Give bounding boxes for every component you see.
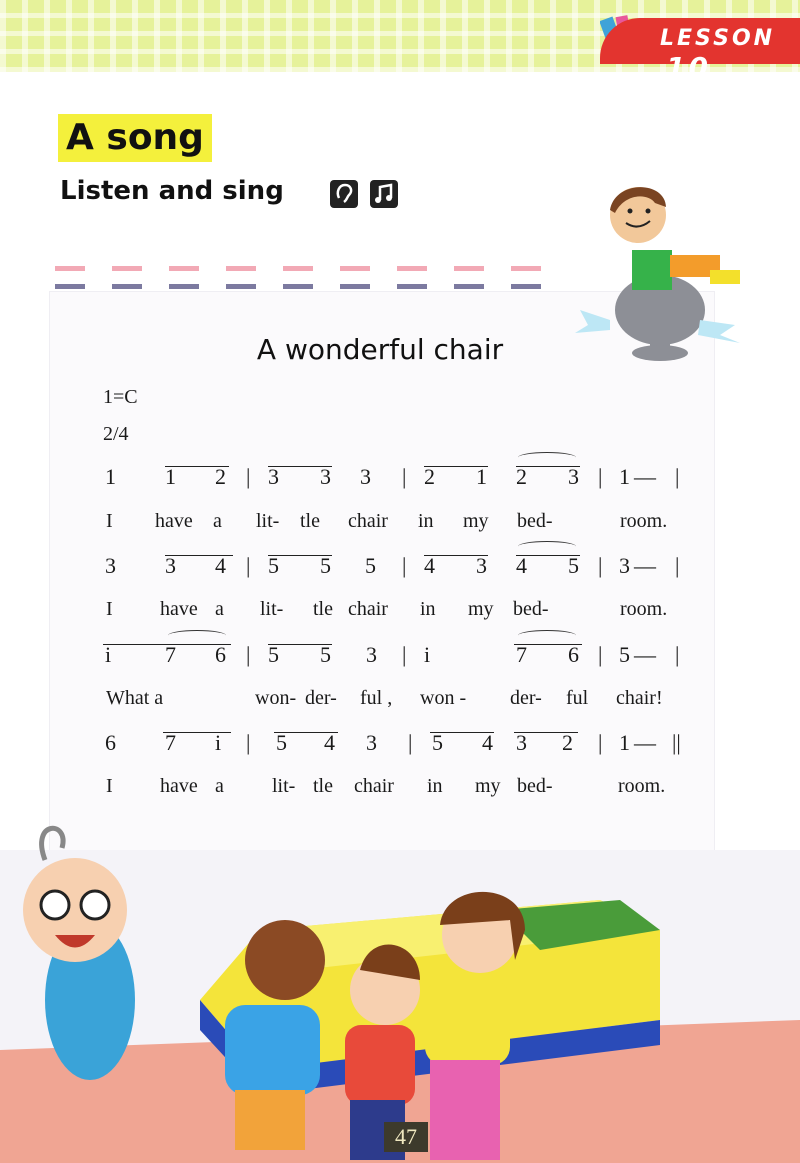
lyric-word: I [106,775,113,797]
barline: | [402,464,407,489]
note: 7 [516,642,527,667]
note: 7 [165,642,176,667]
note: 3 [366,730,377,755]
lyric-word: room. [620,598,668,620]
note: 2 [424,464,435,489]
note: 6 [105,730,116,755]
note: 5 [276,730,287,755]
slur [168,630,226,641]
lyric-word: won- [255,687,297,709]
note: 4 [424,553,435,578]
barline: | [598,730,603,755]
lyric-word: won - [420,687,467,709]
lyric-word: in [418,510,434,532]
lyric-word: have [155,510,193,532]
note: 4 [482,730,493,755]
note: 1 [105,464,116,489]
dash: — [634,642,656,667]
note: 4 [215,553,226,578]
lyric-word: tle [313,775,333,797]
section-subtitle: Listen and sing [60,176,284,206]
lyric-word: have [160,598,198,620]
lyric-word: tle [313,598,333,620]
barline: | [598,642,603,667]
note: 2 [215,464,226,489]
barline: | [246,730,251,755]
lyric-word: der- [305,687,337,709]
lyric-word: chair [354,775,394,797]
lyric-word: a [215,598,224,620]
barline: | [598,553,603,578]
note: 3 [320,464,331,489]
note: 5 [320,553,331,578]
note: 7 [165,730,176,755]
key-signature: 1=C [103,386,138,408]
lyric-word: chair [348,598,388,620]
note: 3 [360,464,371,489]
note: 3 [165,553,176,578]
lyric-word: lit- [256,510,280,532]
note: 3 [366,642,377,667]
note: 3 [268,464,279,489]
lyric-word: my [475,775,501,797]
dashed-divider [55,266,555,290]
lyric-word: room. [618,775,666,797]
note: 5 [365,553,376,578]
lyric-word: bed- [513,598,549,620]
lyric-word: bed- [517,510,553,532]
lesson-label: LESSON [660,26,776,51]
note: 3 [105,553,116,578]
lyric-word: lit- [272,775,296,797]
lyric-word: have [160,775,198,797]
lyric-word: my [468,598,494,620]
note: 1 [619,464,630,489]
page-number: 47 [384,1122,428,1152]
section-title-box [58,114,212,162]
lyric-word: a [215,775,224,797]
note: 6 [568,642,579,667]
barline: | [408,730,413,755]
barline: | [246,464,251,489]
lyric-word: chair [348,510,388,532]
bedroom-scene-illustration [0,820,800,1163]
barline: | [675,464,680,489]
lyric-word: der- [510,687,542,709]
barline: | [402,553,407,578]
dash: — [634,464,656,489]
song-title: A wonderful chair [256,333,504,366]
lyric-word: my [463,510,489,532]
final-barline: || [672,730,681,755]
note: 1 [165,464,176,489]
note: 2 [516,464,527,489]
lyric-word: in [420,598,436,620]
lyric-word: room. [620,510,668,532]
slur [518,541,576,552]
lyric-word: bed- [517,775,553,797]
lyric-word: I [106,510,113,532]
note: 5 [619,642,630,667]
lyric-word: What a [106,687,164,709]
barline: | [402,642,407,667]
note: 5 [320,642,331,667]
section-title: A song [66,117,204,158]
note: 3 [476,553,487,578]
lyric-word: tle [300,510,320,532]
note: i [215,730,222,755]
barline: | [675,553,680,578]
ear-icon [330,180,358,208]
note: 6 [215,642,226,667]
note: 2 [562,730,573,755]
note: 4 [324,730,335,755]
note: 5 [432,730,443,755]
slur [518,630,576,641]
lyric-word: ful [566,687,589,709]
note: 3 [619,553,630,578]
lesson-number: 10 [666,51,711,84]
barline: | [598,464,603,489]
song-sheet [50,292,714,852]
lyric-word: lit- [260,598,284,620]
note: 5 [568,553,579,578]
music-note-icon [370,180,398,208]
note: 1 [619,730,630,755]
time-signature: 2/4 [103,423,129,445]
note: 5 [268,553,279,578]
note: 1 [476,464,487,489]
barline: | [675,642,680,667]
note: 4 [516,553,527,578]
lyric-word: a [213,510,222,532]
lyric-word: in [427,775,443,797]
dash: — [634,730,656,755]
note: i [105,642,112,667]
lesson-tab [600,18,800,84]
lyric-word: chair! [616,687,663,709]
note: 3 [516,730,527,755]
note: i [424,642,431,667]
note: 3 [568,464,579,489]
note: 5 [268,642,279,667]
barline: | [246,642,251,667]
slur [518,452,576,463]
barline: | [246,553,251,578]
lyric-word: I [106,598,113,620]
dash: — [634,553,656,578]
lyric-word: ful , [360,687,393,709]
